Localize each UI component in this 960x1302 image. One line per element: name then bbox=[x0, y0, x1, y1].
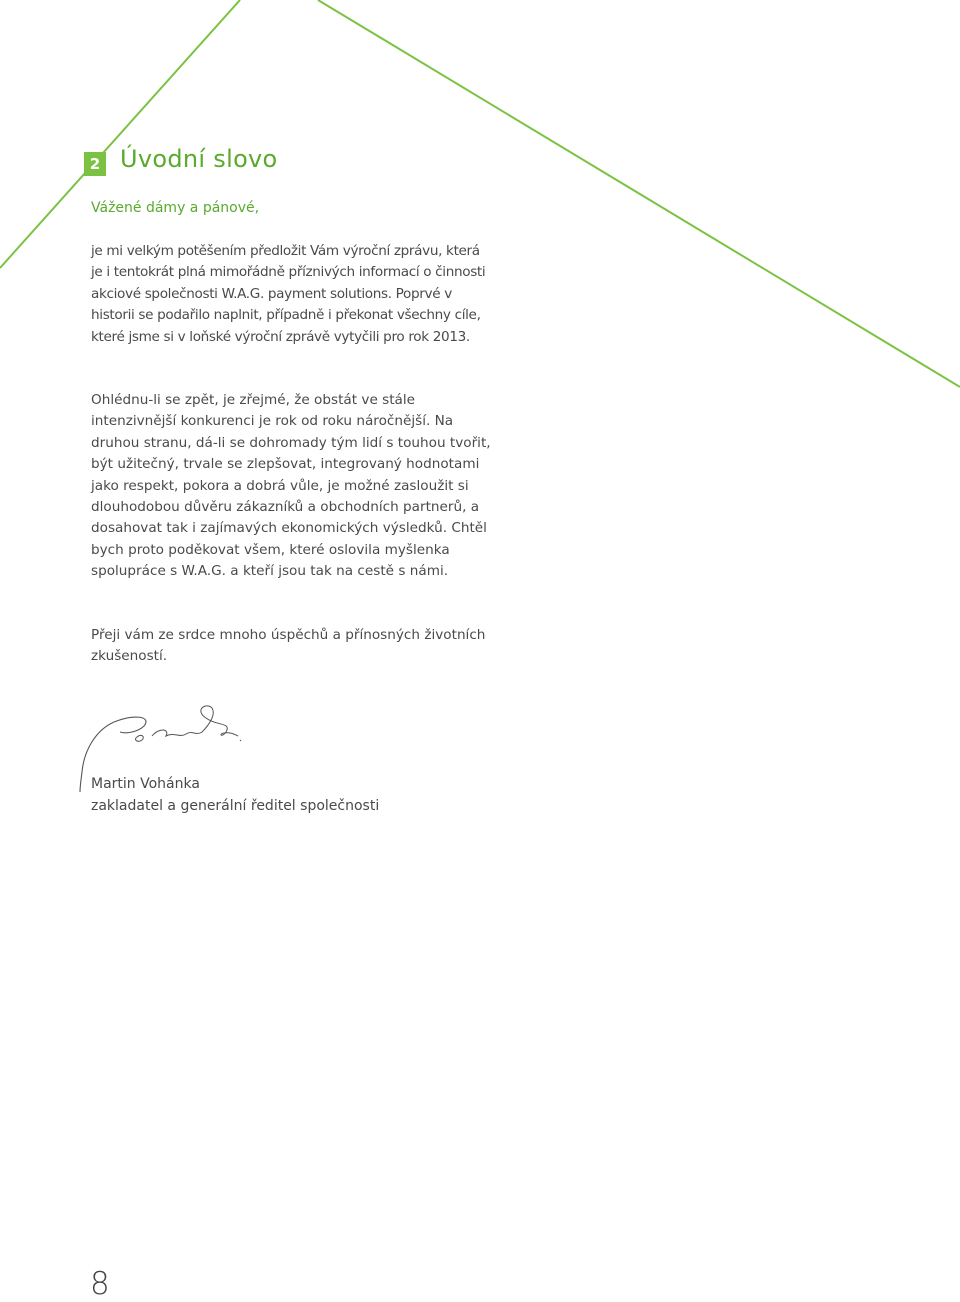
page-title: Úvodní slovo bbox=[120, 145, 278, 173]
page-number: 8 bbox=[90, 1266, 110, 1302]
signatory-role: zakladatel a generální ředitel společnosti bbox=[91, 798, 380, 814]
paragraph-1: je mi velkým potěšením předložit Vám výroční zprávu, která je i tentokrát plná mimořádně příznivých informací o činnosti akciové společnosti W.A.G. payment solutions. Poprvé v historii se podařilo naplnit, případně i překonat všechny cíle, které jsme si v loňské výroční zprávě vytyčili pro rok 2013. bbox=[91, 243, 486, 345]
paragraph-2: Ohlédnu-li se zpět, je zřejmé, že obstát ve stále intenzivnější konkurenci je rok od roku náročnější. Na druhou stranu, dá-li se dohromady tým lidí s touhou tvořit, být užitečný, trvale se zlepšovat, integrovaný hodnotami jako respekt, pokora a dobrá vůle, je možné zasloužit si dlouhodobou důvěru zákazníků a obchodních partnerů, a dosahovat tak i zajímavých ekonomických výsledků. Chtěl bych proto poděkovat všem, které oslovila myšlenka spolupráce s W.A.G. a kteří jsou tak na cestě s námi. bbox=[91, 392, 491, 580]
paragraph-3: Přeji vám ze srdce mnoho úspěchů a přínosných životních zkušeností. bbox=[91, 627, 486, 665]
salutation: Vážené dámy a pánové, bbox=[91, 200, 260, 216]
decorative-line-left bbox=[0, 0, 240, 268]
signatory-name: Martin Vohánka bbox=[91, 776, 200, 792]
section-number-badge: 2 bbox=[84, 152, 106, 176]
